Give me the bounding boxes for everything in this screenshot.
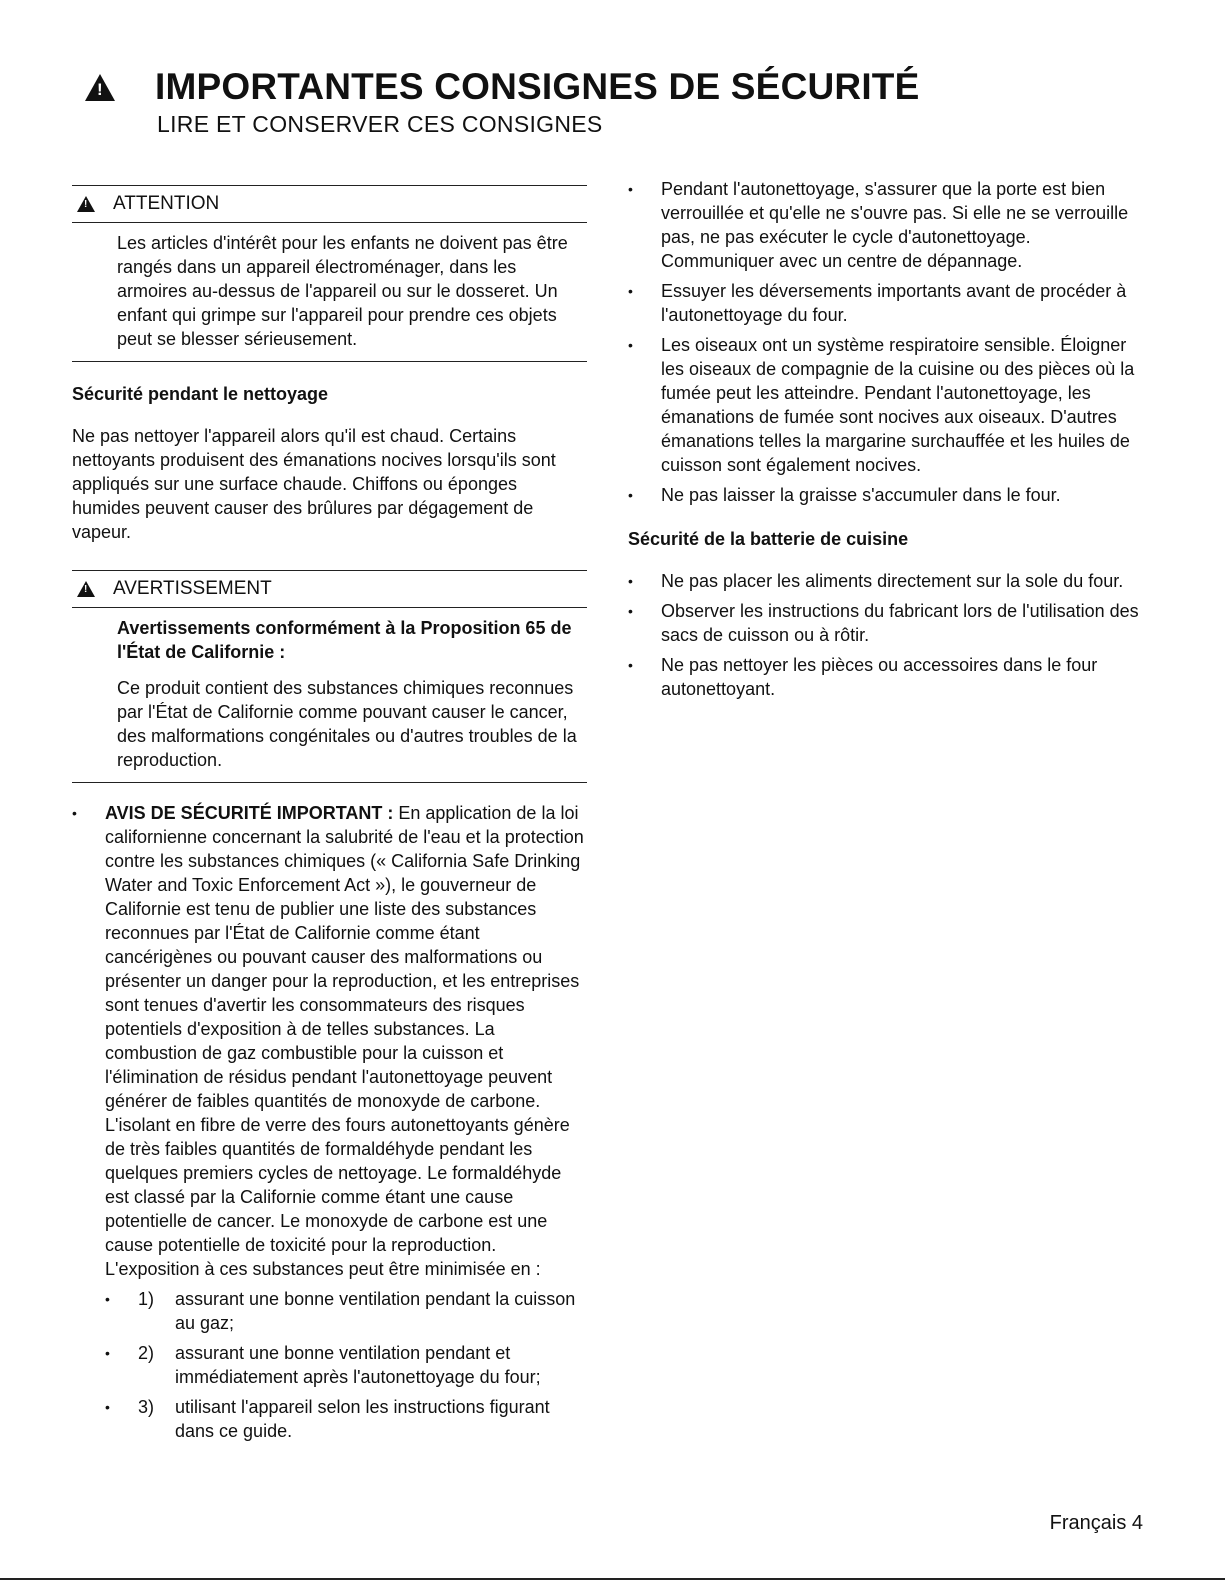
- list-item: • Ne pas nettoyer les pièces ou accessoires dans le four autonettoyant.: [628, 653, 1148, 701]
- warning-triangle-icon: [77, 196, 95, 212]
- avertissement-body: [72, 608, 587, 782]
- list-item: • Essuyer les déversements importants avant de procéder à l'autonettoyage du four.: [628, 279, 1148, 327]
- step-item: [105, 1395, 587, 1443]
- avertissement-label: AVERTISSEMENT: [113, 578, 272, 599]
- cleaning-safety-title: Sécurité pendant le nettoyage: [72, 384, 329, 404]
- cookware-list: [628, 569, 1148, 701]
- bottom-divider: [0, 1578, 1225, 1580]
- list-item: • Ne pas placer les aliments directement sur la sole du four.: [628, 569, 1148, 593]
- attention-label: ATTENTION: [113, 193, 220, 214]
- divider: [72, 782, 587, 783]
- cleaning-safety-text: Ne pas nettoyer l'appareil alors qu'il est chaud. Certains nettoyants produisent des émanations nocives lorsqu'ils sont appliqués sur une surface chaude. Chiffons ou éponges humides peuvent causer des brûlures par dégagement de vapeur.: [72, 426, 556, 542]
- step-number: • 2): [138, 1343, 155, 1363]
- attention-text: Les articles d'intérêt pour les enfants ne doivent pas être rangés dans un appareil électroménager, dans les armoires au-dessus de l'appareil ou sur le dosseret. Un enfant qui grimpe sur l'appareil pour prendre ces objets peut se blesser sérieusement.: [117, 233, 568, 349]
- step-text: assurant une bonne ventilation pendant la cuisson au gaz;: [175, 1289, 576, 1333]
- step-item: [105, 1341, 587, 1389]
- cookware-safety-title: Sécurité de la batterie de cuisine: [628, 529, 909, 549]
- avertissement-text: Ce produit contient des substances chimiques reconnues par l'État de Californie comme pouvant causer le cancer, des malformations congénitales ou d'autres troubles de la reproduction.: [117, 678, 577, 770]
- page-subtitle: LIRE ET CONSERVER CES CONSIGNES: [157, 110, 603, 137]
- warning-triangle-icon: [77, 581, 95, 597]
- page-footer: Français 4: [1049, 1512, 1143, 1534]
- page-title: IMPORTANTES CONSIGNES DE SÉCURITÉ: [155, 66, 920, 107]
- divider: [72, 361, 587, 362]
- avertissement-subhead: Avertissements conformément à la Proposition 65 de l'État de Californie :: [117, 618, 572, 662]
- step-number: • 3): [138, 1397, 155, 1417]
- step-number: • 1): [138, 1289, 155, 1309]
- right-column: [628, 177, 1148, 707]
- warning-triangle-icon: [85, 74, 115, 101]
- avertissement-header: [72, 571, 587, 607]
- attention-header: [72, 186, 587, 222]
- self-clean-list: [628, 177, 1148, 507]
- list-item: • Observer les instructions du fabricant lors de l'utilisation des sacs de cuisson ou à rôtir.: [628, 599, 1148, 647]
- step-item: [105, 1287, 587, 1335]
- page-header: [85, 68, 920, 138]
- list-item: • Les oiseaux ont un système respiratoire sensible. Éloigner les oiseaux de compagnie de la cuisine ou des pièces où la fumée peut les atteindre. Pendant l'autonettoyage, les émanations de fumée sont nocives aux oiseaux. D'autres émanations telles la margarine surchauffée et les huiles de cuisson sont également nocives.: [628, 333, 1148, 477]
- list-item: • Pendant l'autonettoyage, s'assurer que la porte est bien verrouillée et qu'elle ne s'ouvre pas. Si elle ne se verrouille pas, ne pas exécuter le cycle d'autonettoyage. Communiquer avec un centre de dépannage.: [628, 177, 1148, 273]
- step-text: assurant une bonne ventilation pendant et immédiatement après l'autonettoyage du four;: [175, 1343, 541, 1387]
- list-item: [72, 801, 587, 1443]
- steps-list: [105, 1287, 587, 1443]
- notice-list: [72, 801, 587, 1443]
- attention-body: [72, 223, 587, 361]
- notice-text: En application de la loi californienne concernant la salubrité de l'eau et la protection contre les substances chimiques (« California Safe Drinking Water and Toxic Enforcement Act »), le gouverneur de Californie est tenu de publier une liste des substances reconnues par l'État de Californie comme étant cancérigènes ou pouvant causer des malformations ou présenter un danger pour la reproduction, et les entreprises sont tenues d'avertir les consommateurs des risques potentiels d'exposition à de telles substances. La combustion de gaz combustible pour la cuisson et l'élimination de résidus pendant l'autonettoyage peuvent générer de faibles quantités de monoxyde de carbone. L'isolant en fibre de verre des fours autonettoyants génère de très faibles quantités de formaldéhyde pendant les quelques premiers cycles de nettoyage. Le formaldéhyde est classé par la Californie comme étant une cause potentielle de cancer. Le monoxyde de carbone est une cause potentielle de toxicité pour la reproduction. L'exposition à ces substances peut être minimisée en :: [105, 803, 584, 1279]
- left-column: [72, 185, 587, 1449]
- list-item: • Ne pas laisser la graisse s'accumuler dans le four.: [628, 483, 1148, 507]
- title-row: [85, 68, 920, 107]
- step-text: utilisant l'appareil selon les instructions figurant dans ce guide.: [175, 1397, 550, 1441]
- notice-lead: AVIS DE SÉCURITÉ IMPORTANT :: [105, 803, 394, 823]
